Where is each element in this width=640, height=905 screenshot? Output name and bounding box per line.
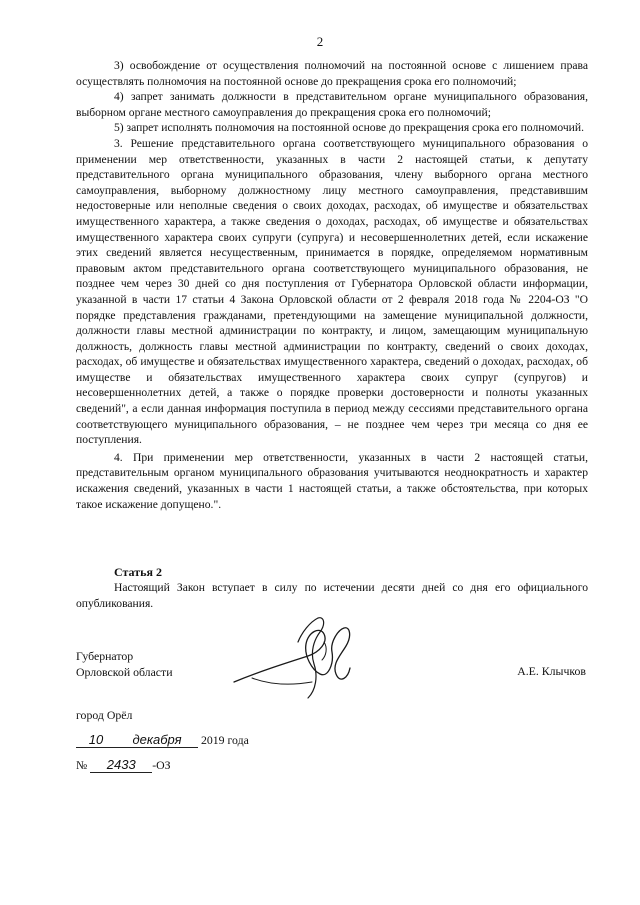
article-2-title: Статья 2 <box>114 565 162 579</box>
signatory-title-line-2: Орловской области <box>76 665 173 679</box>
handwritten-signature <box>228 612 358 704</box>
number-suffix: -ОЗ <box>152 758 171 772</box>
clause-3-item: 3) освобождение от осуществления полномочий на постоянной основе с лишением права осуществлять полномочия на постоянной основе до прекращения срока его полномочий; <box>76 59 588 88</box>
signatory-title-line-1: Губернатор <box>76 649 134 663</box>
law-number-field: 2433 <box>90 758 152 773</box>
date-month-field: декабря <box>116 733 198 748</box>
date-year: 2019 года <box>200 733 249 747</box>
article-2-text: Настоящий Закон вступает в силу по истечении десяти дней со дня его официального опубликования. <box>76 581 588 610</box>
law-number <box>76 758 171 773</box>
part-4-paragraph: 4. При применении мер ответственности, указанных в части 2 настоящей статьи, представительным органом муниципального образования учитываются неоднократность и характер искажения сведений, указанных в части 1 настоящей статьи, а также обстоятельства, при которых такое искажение допущено.". <box>76 450 588 511</box>
part-3-paragraph: 3. Решение представительного органа соответствующего муниципального образования о применении мер ответственности, указанных в части 2 настоящей статьи, к депутату представительного органа муниципального образования, члену выборного органа местного самоуправления, выборному должностному лицу местного самоуправления, представившим недостоверные или неполные сведения о своих доходах, расходах, об имуществе и обязательствах имущественного характера, а также сведения о доходах, расходах, об имуществе и обязательствах имущественного характера своих супруги (супруга) и несовершеннолетних детей, если искажение этих сведений является несущественным, принимается в порядке, определяемом нормативным правовым актом представительного органа соответствующего муниципального образования, не позднее чем через 30 дней со дня поступления от Губернатора Орловской области информации, указанной в части 17 статьи 4 Закона Орловской области от 2 февраля 2018 года № 2204-ОЗ "О порядке представления гражданами, претендующими на замещение муниципальной должности, должности главы местной администрации по контракту, и лицом, замещающим муниципальную должность, должность главы местной администрации по контракту, сведений о своих доходах, расходах, об имуществе и обязательствах имущественного характера, сведений о доходах, расходах, об имуществе и обязательствах имущественного характера своих супруг (супругов) и несовершеннолетних детей, а также о порядке проверки достоверности и полноты указанных сведений", а если данная информация поступила в период между сессиями представительного органа соответствующего муниципального образования, – не позднее чем через три месяца со дня ее поступления. <box>76 136 588 447</box>
signatory-name: А.Е. Клычков <box>517 664 586 678</box>
date-day-field: 10 <box>76 733 116 748</box>
signatory-title <box>76 648 173 680</box>
number-prefix: № <box>76 758 88 772</box>
place-of-signing: город Орёл <box>76 708 133 722</box>
document-body <box>76 58 588 512</box>
clause-4-item: 4) запрет занимать должности в представительном органе муниципального образования, выборном органе местного самоуправления до прекращения срока его полномочий; <box>76 90 588 119</box>
clause-5-item: 5) запрет исполнять полномочия на постоянной основе до прекращения срока его полномочий. <box>114 121 584 135</box>
page-number: 2 <box>316 34 324 49</box>
signing-date <box>76 733 249 748</box>
